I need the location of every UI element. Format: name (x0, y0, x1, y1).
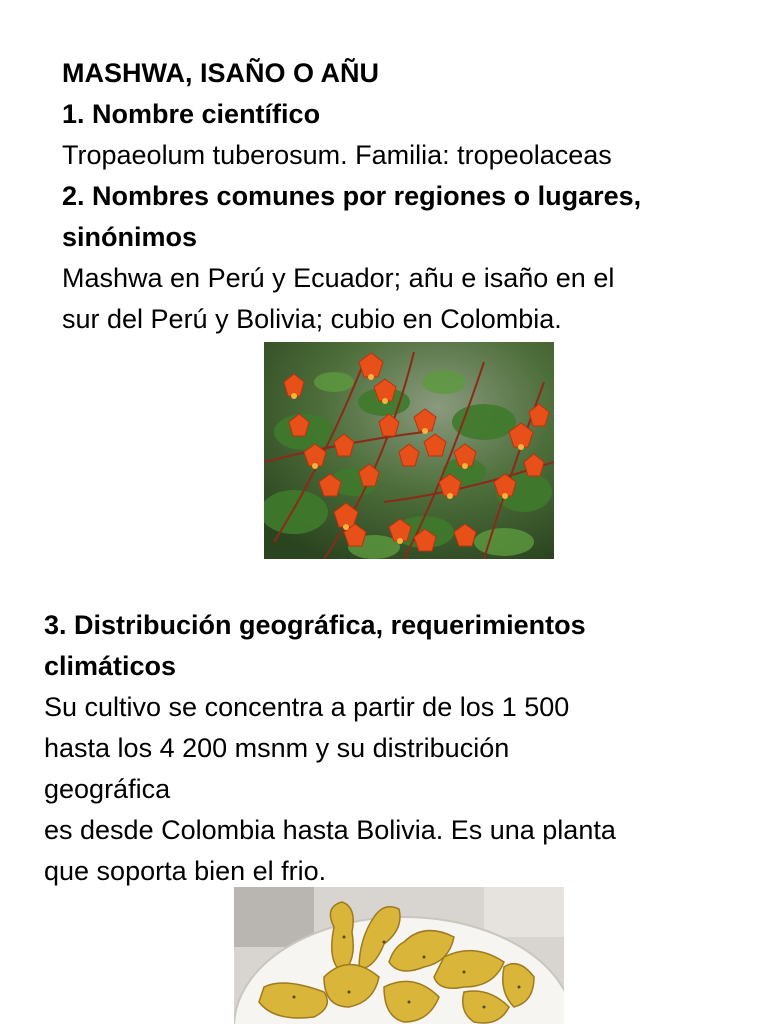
common-names-text-line2: sur del Perú y Bolivia; cubio en Colombia. (62, 304, 562, 334)
scientific-name-text: Tropaeolum tuberosum. Familia: tropeolaceas (62, 140, 612, 170)
distribution-text-line1: Su cultivo se concentra a partir de los 1 500 (44, 692, 570, 722)
document-title: MASHWA, ISAÑO O AÑU (62, 58, 379, 88)
flowers-photo (264, 342, 554, 559)
heading-common-names-line1: 2. Nombres comunes por regiones o lugares, (62, 181, 642, 211)
heading-distribution-line1: 3. Distribución geográfica, requerimientos (44, 610, 586, 640)
distribution-text-line5: que soporta bien el frio. (44, 856, 327, 886)
common-names-text-line1: Mashwa en Perú y Ecuador; añu e isaño en el (62, 263, 615, 293)
tubers-photo (234, 887, 564, 1024)
distribution-text-line4: es desde Colombia hasta Bolivia. Es una planta (44, 815, 616, 845)
heading-distribution-line2: climáticos (44, 651, 177, 681)
distribution-text-line3: geográfica (44, 774, 171, 804)
distribution-text-line2: hasta los 4 200 msnm y su distribución (44, 733, 510, 763)
heading-scientific-name: 1. Nombre científico (62, 99, 321, 129)
heading-common-names-line2: sinónimos (62, 222, 198, 252)
